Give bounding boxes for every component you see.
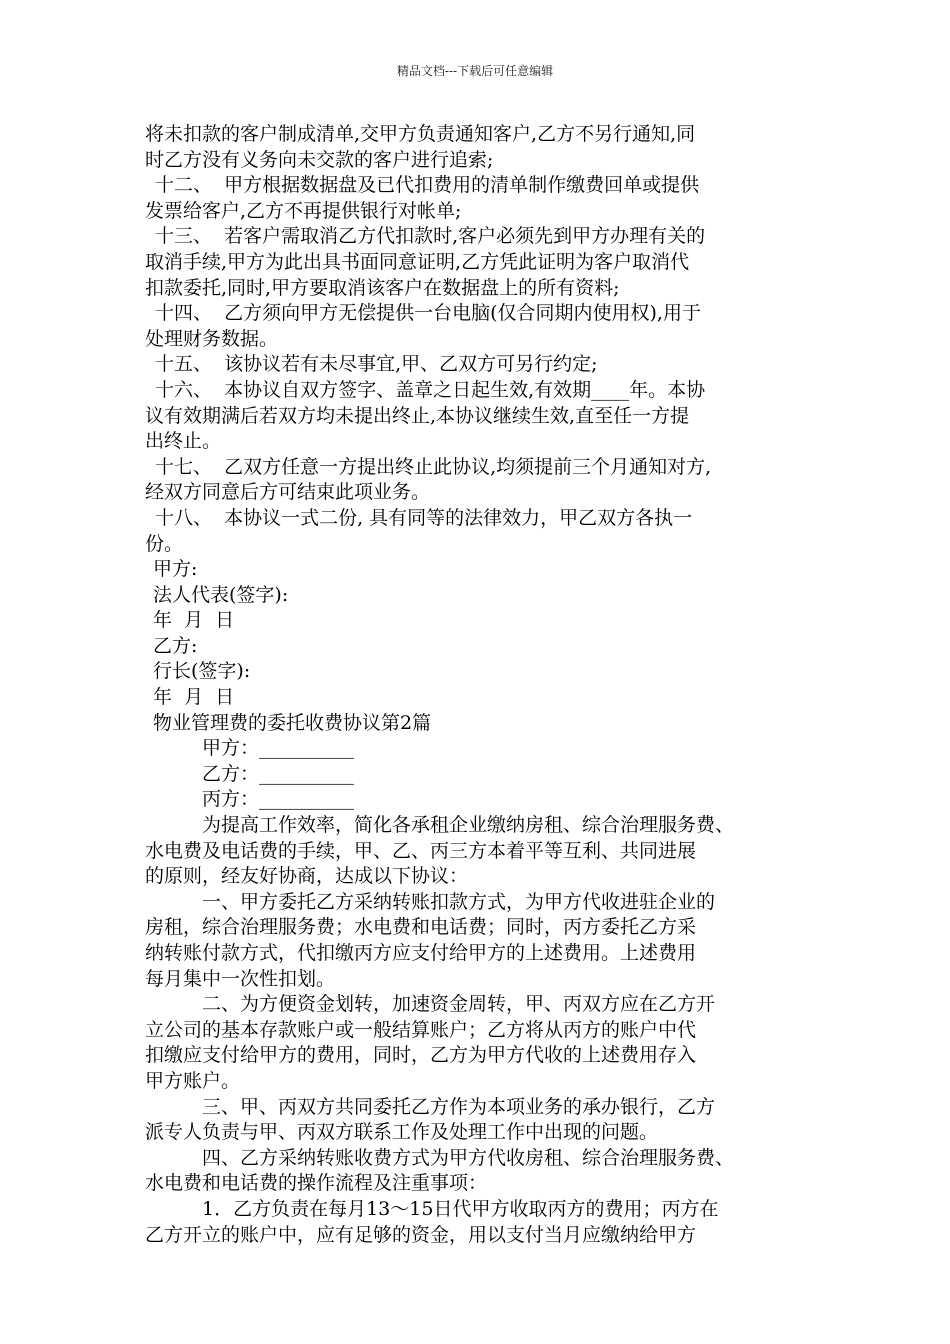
text-line: 派专人负责与甲、丙双方联系工作及处理工作中出现的问题。 (145, 1121, 659, 1144)
text-line: 四、乙方采纳转账收费方式为甲方代收房租、综合治理服务费、 (202, 1146, 735, 1169)
page-header: 精品文档---下载后可任意编辑 (396, 64, 554, 78)
text-line: 物业管理费的委托收费协议第2篇 (153, 711, 432, 734)
text-line: 乙方：__________ (202, 762, 355, 785)
text-line: 份。 (145, 532, 184, 555)
text-line: 三、甲、丙双方共同委托乙方作为本项业务的承办银行，乙方 (202, 1095, 716, 1118)
text-line: 水电费及电话费的手续，甲、乙、丙三方本着平等互利、共同进展 (145, 839, 697, 862)
text-line: 纳转账付款方式，代扣缴丙方应支付给甲方的上述费用。上述费用 (145, 942, 697, 964)
text-line: 年 月 日 (153, 686, 235, 709)
text-line: 十六、 本协议自双方签字、盖章之日起生效,有效期____年。本协 (155, 378, 706, 401)
text-line: 发票给客户,乙方不再提供银行对帐单; (145, 199, 462, 222)
text-line: 甲方: (153, 558, 198, 581)
text-line: 的原则，经友好协商，达成以下协议： (145, 865, 469, 888)
text-line: 丙方：__________ (202, 788, 355, 811)
text-line: 甲方：__________ (202, 737, 355, 760)
text-line: 议有效期满后若双方均未提出终止,本协议继续生效,直至任一方提 (145, 404, 690, 427)
text-line: 扣缴应支付给甲方的费用，同时，乙方为甲方代收的上述费用存入 (145, 1044, 697, 1067)
text-line: 二、为方便资金划转，加速资金周转，甲、丙双方应在乙方开 (202, 993, 716, 1016)
text-line: 将未扣款的客户制成清单,交甲方负责通知客户,乙方不另行通知,同 (145, 123, 696, 145)
text-line: 甲方账户。 (145, 1069, 241, 1092)
text-line: 每月集中一次性扣划。 (145, 967, 336, 990)
text-line: 十二、 甲方根据数据盘及已代扣费用的清单制作缴费回单或提供 (155, 174, 700, 197)
text-line: 法人代表(签字): (153, 583, 289, 606)
text-line: 十四、 乙方须向甲方无偿提供一台电脑(仅合同期内使用权),用于 (155, 302, 701, 325)
text-line: 行长(签字): (153, 660, 251, 683)
text-line: 处理财务数据。 (145, 327, 279, 350)
text-line: 乙方: (153, 634, 198, 657)
document-body (145, 122, 817, 1248)
text-line: 出终止。 (145, 430, 222, 453)
text-line: 为提高工作效率，简化各承租企业缴纳房租、综合治理服务费、 (202, 814, 735, 837)
text-line: 十八、 本协议一式二份, 具有同等的法律效力，甲乙双方各执一 (155, 506, 693, 529)
text-line: 时乙方没有义务向未交款的客户进行追索; (145, 148, 494, 171)
text-line: 乙方开立的账户中，应有足够的资金，用以支付当月应缴纳给甲方 (145, 1223, 697, 1246)
text-line: 一、甲方委托乙方采纳转账扣款方式，为甲方代收进驻企业的 (202, 890, 716, 913)
text-line: 1．乙方负责在每月13～15日代甲方收取丙方的费用；丙方在 (202, 1197, 719, 1220)
text-line: 立公司的基本存款账户或一般结算账户；乙方将从丙方的账户中代 (145, 1018, 697, 1041)
text-line: 十五、 该协议若有未尽事宜,甲、乙双方可另行约定; (155, 353, 598, 376)
text-line: 水电费和电话费的操作流程及注重事项： (145, 1172, 488, 1195)
text-line: 房租，综合治理服务费；水电费和电话费；同时，丙方委托乙方采 (145, 916, 697, 939)
text-line: 扣款委托,同时,甲方要取消该客户在数据盘上的所有资料; (145, 276, 620, 299)
text-line: 十七、 乙双方任意一方提出终止此协议,均须提前三个月通知对方, (155, 455, 712, 478)
text-line: 取消手续,甲方为此出具书面同意证明,乙方凭此证明为客户取消代 (145, 250, 690, 273)
text-line: 十三、 若客户需取消乙方代扣款时,客户必须先到甲方办理有关的 (155, 225, 706, 248)
text-line: 经双方同意后方可结束此项业务。 (145, 481, 431, 504)
text-line: 年 月 日 (153, 609, 235, 632)
